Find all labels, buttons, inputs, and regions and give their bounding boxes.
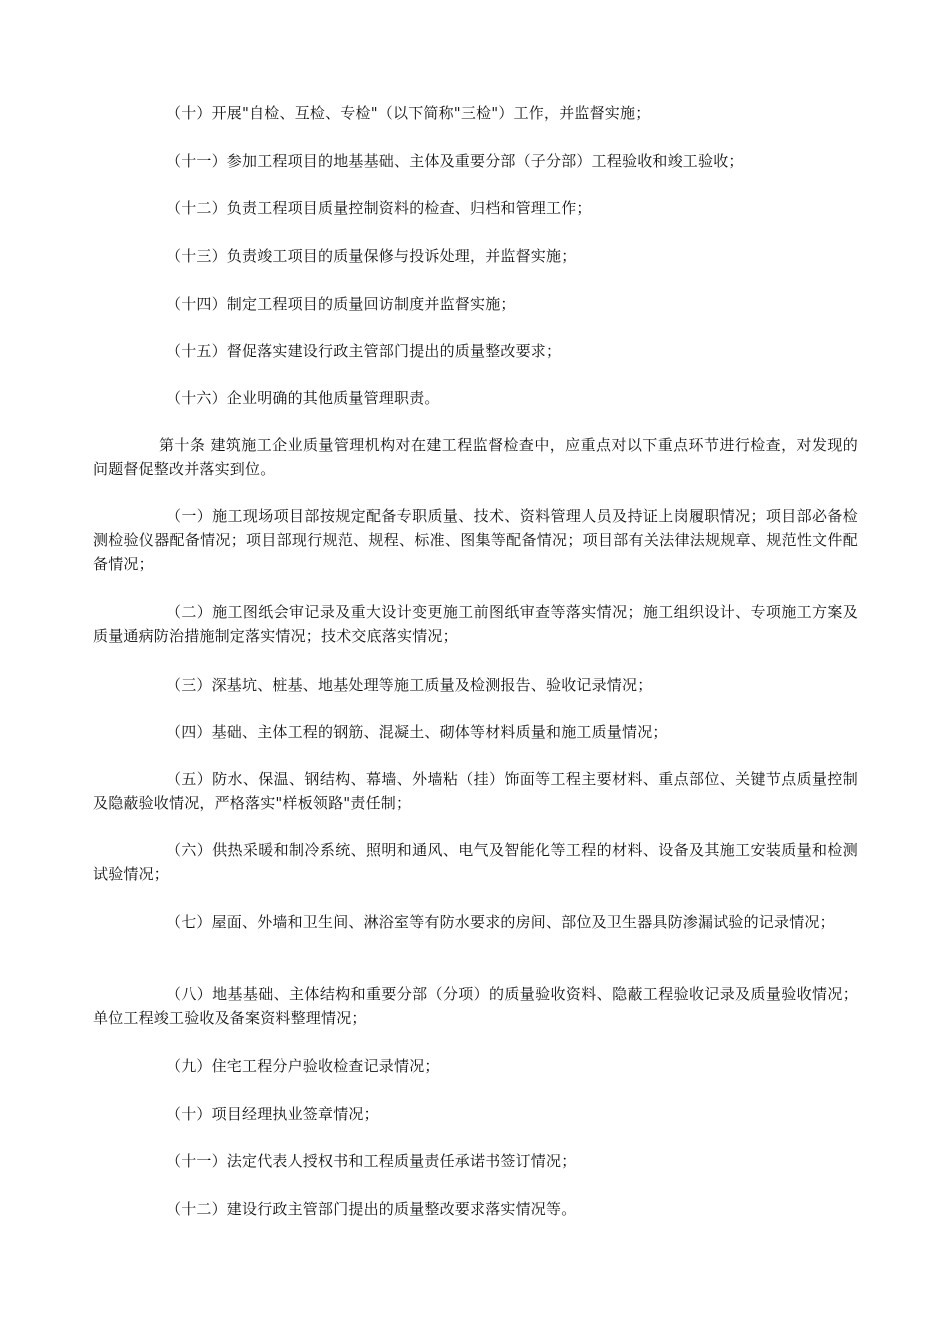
article-10-paragraph: 第十条 建筑施工企业质量管理机构对在建工程监督检查中，应重点对以下重点环节进行检查，对发现的问题督促整改并落实到位。: [93, 436, 858, 478]
check-item-12: （十二）建设行政主管部门提出的质量整改要求落实情况等。: [166, 1200, 577, 1218]
check-item-3: （三）深基坑、桩基、地基处理等施工质量及检测报告、验收记录情况；: [166, 676, 653, 694]
duty-item-15: （十五）督促落实建设行政主管部门提出的质量整改要求；: [166, 342, 562, 360]
duty-item-14: （十四）制定工程项目的质量回访制度并监督实施；: [166, 295, 516, 313]
check-item-2: （二）施工图纸会审记录及重大设计变更施工前图纸审查等落实情况；施工组织设计、专项施工方案及质量通病防治措施制定落实情况；技术交底落实情况；: [93, 603, 858, 645]
duty-item-10: （十）开展"自检、互检、专检"（以下简称"三检"）工作，并监督实施；: [166, 104, 651, 122]
check-item-8: （八）地基基础、主体结构和重要分部（分项）的质量验收资料、隐蔽工程验收记录及质量验收情况；单位工程竣工验收及备案资料整理情况；: [93, 985, 858, 1027]
duty-item-12: （十二）负责工程项目质量控制资料的检查、归档和管理工作；: [166, 199, 592, 217]
duty-item-16: （十六）企业明确的其他质量管理职责。: [166, 389, 440, 407]
check-item-1: （一）施工现场项目部按规定配备专职质量、技术、资料管理人员及持证上岗履职情况；项目部必备检测检验仪器配备情况；项目部现行规范、规程、标准、图集等配备情况；项目部有关法律法规规章、规范性文件配备情况；: [93, 507, 858, 573]
check-item-7: （七）屋面、外墙和卫生间、淋浴室等有防水要求的房间、部位及卫生器具防渗漏试验的记录情况；: [166, 913, 835, 931]
check-item-11: （十一）法定代表人授权书和工程质量责任承诺书签订情况；: [166, 1152, 577, 1170]
check-item-6: （六）供热采暖和制冷系统、照明和通风、电气及智能化等工程的材料、设备及其施工安装质量和检测试验情况；: [93, 841, 858, 883]
check-item-4: （四）基础、主体工程的钢筋、混凝土、砌体等材料质量和施工质量情况；: [166, 723, 668, 741]
check-item-5: （五）防水、保温、钢结构、幕墙、外墙粘（挂）饰面等工程主要材料、重点部位、关键节点质量控制及隐蔽验收情况，严格落实"样板领路"责任制；: [93, 770, 858, 812]
duty-item-13: （十三）负责竣工项目的质量保修与投诉处理，并监督实施；: [166, 247, 577, 265]
duty-item-11: （十一）参加工程项目的地基基础、主体及重要分部（子分部）工程验收和竣工验收；: [166, 152, 744, 170]
check-item-10: （十）项目经理执业签章情况；: [166, 1105, 379, 1123]
check-item-9: （九）住宅工程分户验收检查记录情况；: [166, 1057, 440, 1075]
